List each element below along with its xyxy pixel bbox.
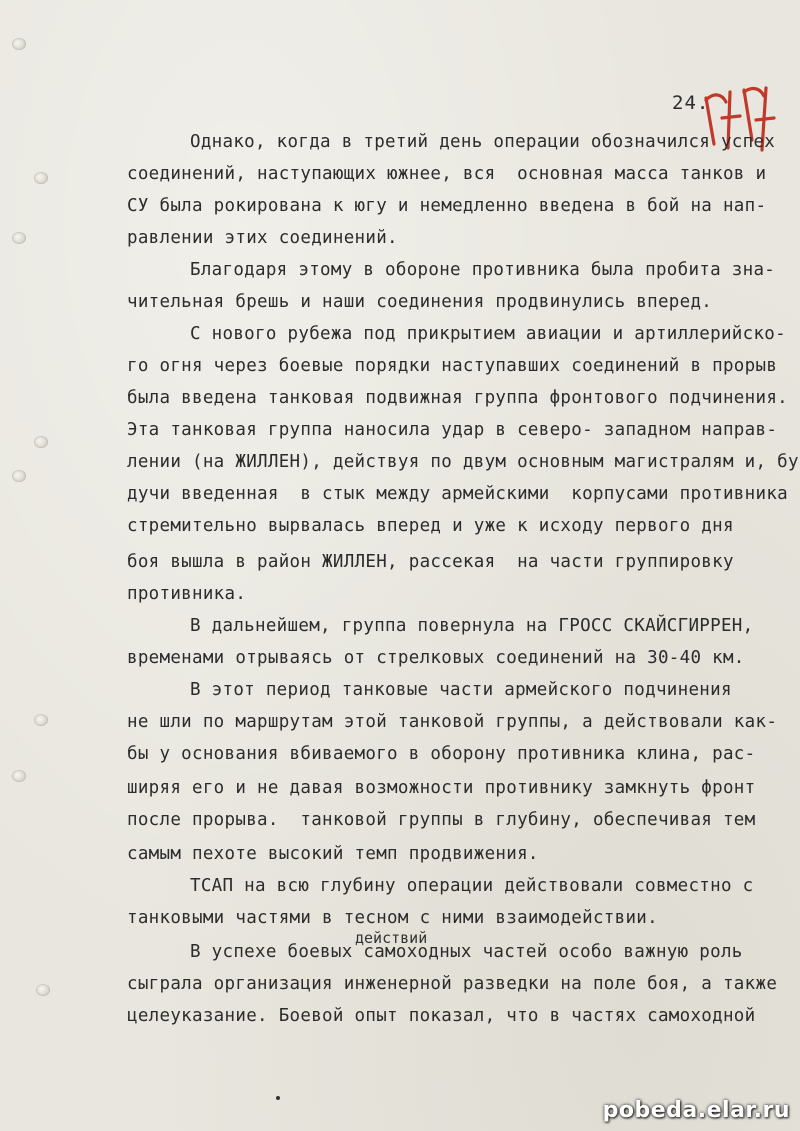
text-line: ТСАП на всю глубину операции действовали совместно с <box>190 876 754 896</box>
binder-hole <box>36 984 50 996</box>
typed-insertion: действий <box>355 929 428 947</box>
text-line: равлении этих соединений. <box>127 228 398 248</box>
binder-hole <box>12 470 26 482</box>
binder-hole <box>34 714 48 726</box>
text-line: чительная брешь и наши соединения продвинулись вперед. <box>127 292 713 312</box>
text-line: не шли по маршрутам этой танковой группы, а действовали как- <box>127 712 778 732</box>
text-line: временами отрываясь от стрелковых соединений на 30-40 км. <box>127 648 745 668</box>
binder-hole <box>34 436 48 448</box>
text-line: целеуказание. Боевой опыт показал, что в частях самоходной <box>127 1006 756 1026</box>
text-line: В этот период танковые части армейского подчинения <box>190 680 732 700</box>
text-line: дучи введенная в стык между армейскими корпусами противника <box>127 484 788 504</box>
text-line: В дальнейшем, группа повернула на ГРОСС СКАЙСГИРРЕН, <box>190 616 754 636</box>
text-line: лении (на ЖИЛЛЕН), действуя по двум основным магистралям и, бу <box>127 452 799 472</box>
text-line: В успехе боевых самоходных частей особо важную роль <box>190 942 743 962</box>
text-line: СУ была рокирована к югу и немедленно введена в бой на нап- <box>127 196 767 216</box>
text-line: после прорыва. танковой группы в глубину, обеспечивая тем <box>127 810 756 830</box>
text-line: Однако, когда в третий день операции обозначился успех <box>190 132 776 152</box>
text-line: Эта танковая группа наносила удар в северо- западном направ- <box>127 420 778 440</box>
page-number: 24. <box>672 92 710 114</box>
watermark: pobeda.elar.ru <box>602 1098 790 1123</box>
binder-hole <box>12 770 26 782</box>
text-line: С нового рубежа под прикрытием авиации и артиллерийско- <box>190 324 786 344</box>
text-line: танковыми частями в тесном с ними взаимодействии. <box>127 908 658 928</box>
binder-hole <box>12 38 26 50</box>
ink-dot <box>276 1096 280 1100</box>
text-line: го огня через боевые порядки наступавших соединений в прорыв <box>127 356 778 376</box>
text-line: противника. <box>127 584 247 604</box>
text-line: соединений, наступающих южнее, вся основная масса танков и <box>127 164 767 184</box>
text-line: стремительно вырвалась вперед и уже к исходу первого дня <box>127 516 734 536</box>
text-line: боя вышла в район ЖИЛЛЕН, рассекая на части группировку <box>127 552 734 572</box>
binder-hole <box>34 172 48 184</box>
text-line: бы у основания вбиваемого в оборону противника клина, рас- <box>127 744 756 764</box>
text-line: Благодаря этому в обороне противника была пробита зна- <box>190 260 776 280</box>
text-line: сыграла организация инженерной разведки на поле боя, а также <box>127 974 778 994</box>
binder-hole <box>12 232 26 244</box>
text-line: самым пехоте высокий темп продвижения. <box>127 844 539 864</box>
text-line: была введена танковая подвижная группа фронтового подчинения. <box>127 388 788 408</box>
text-line: ширяя его и не давая возможности противнику замкнуть фронт <box>127 778 756 798</box>
